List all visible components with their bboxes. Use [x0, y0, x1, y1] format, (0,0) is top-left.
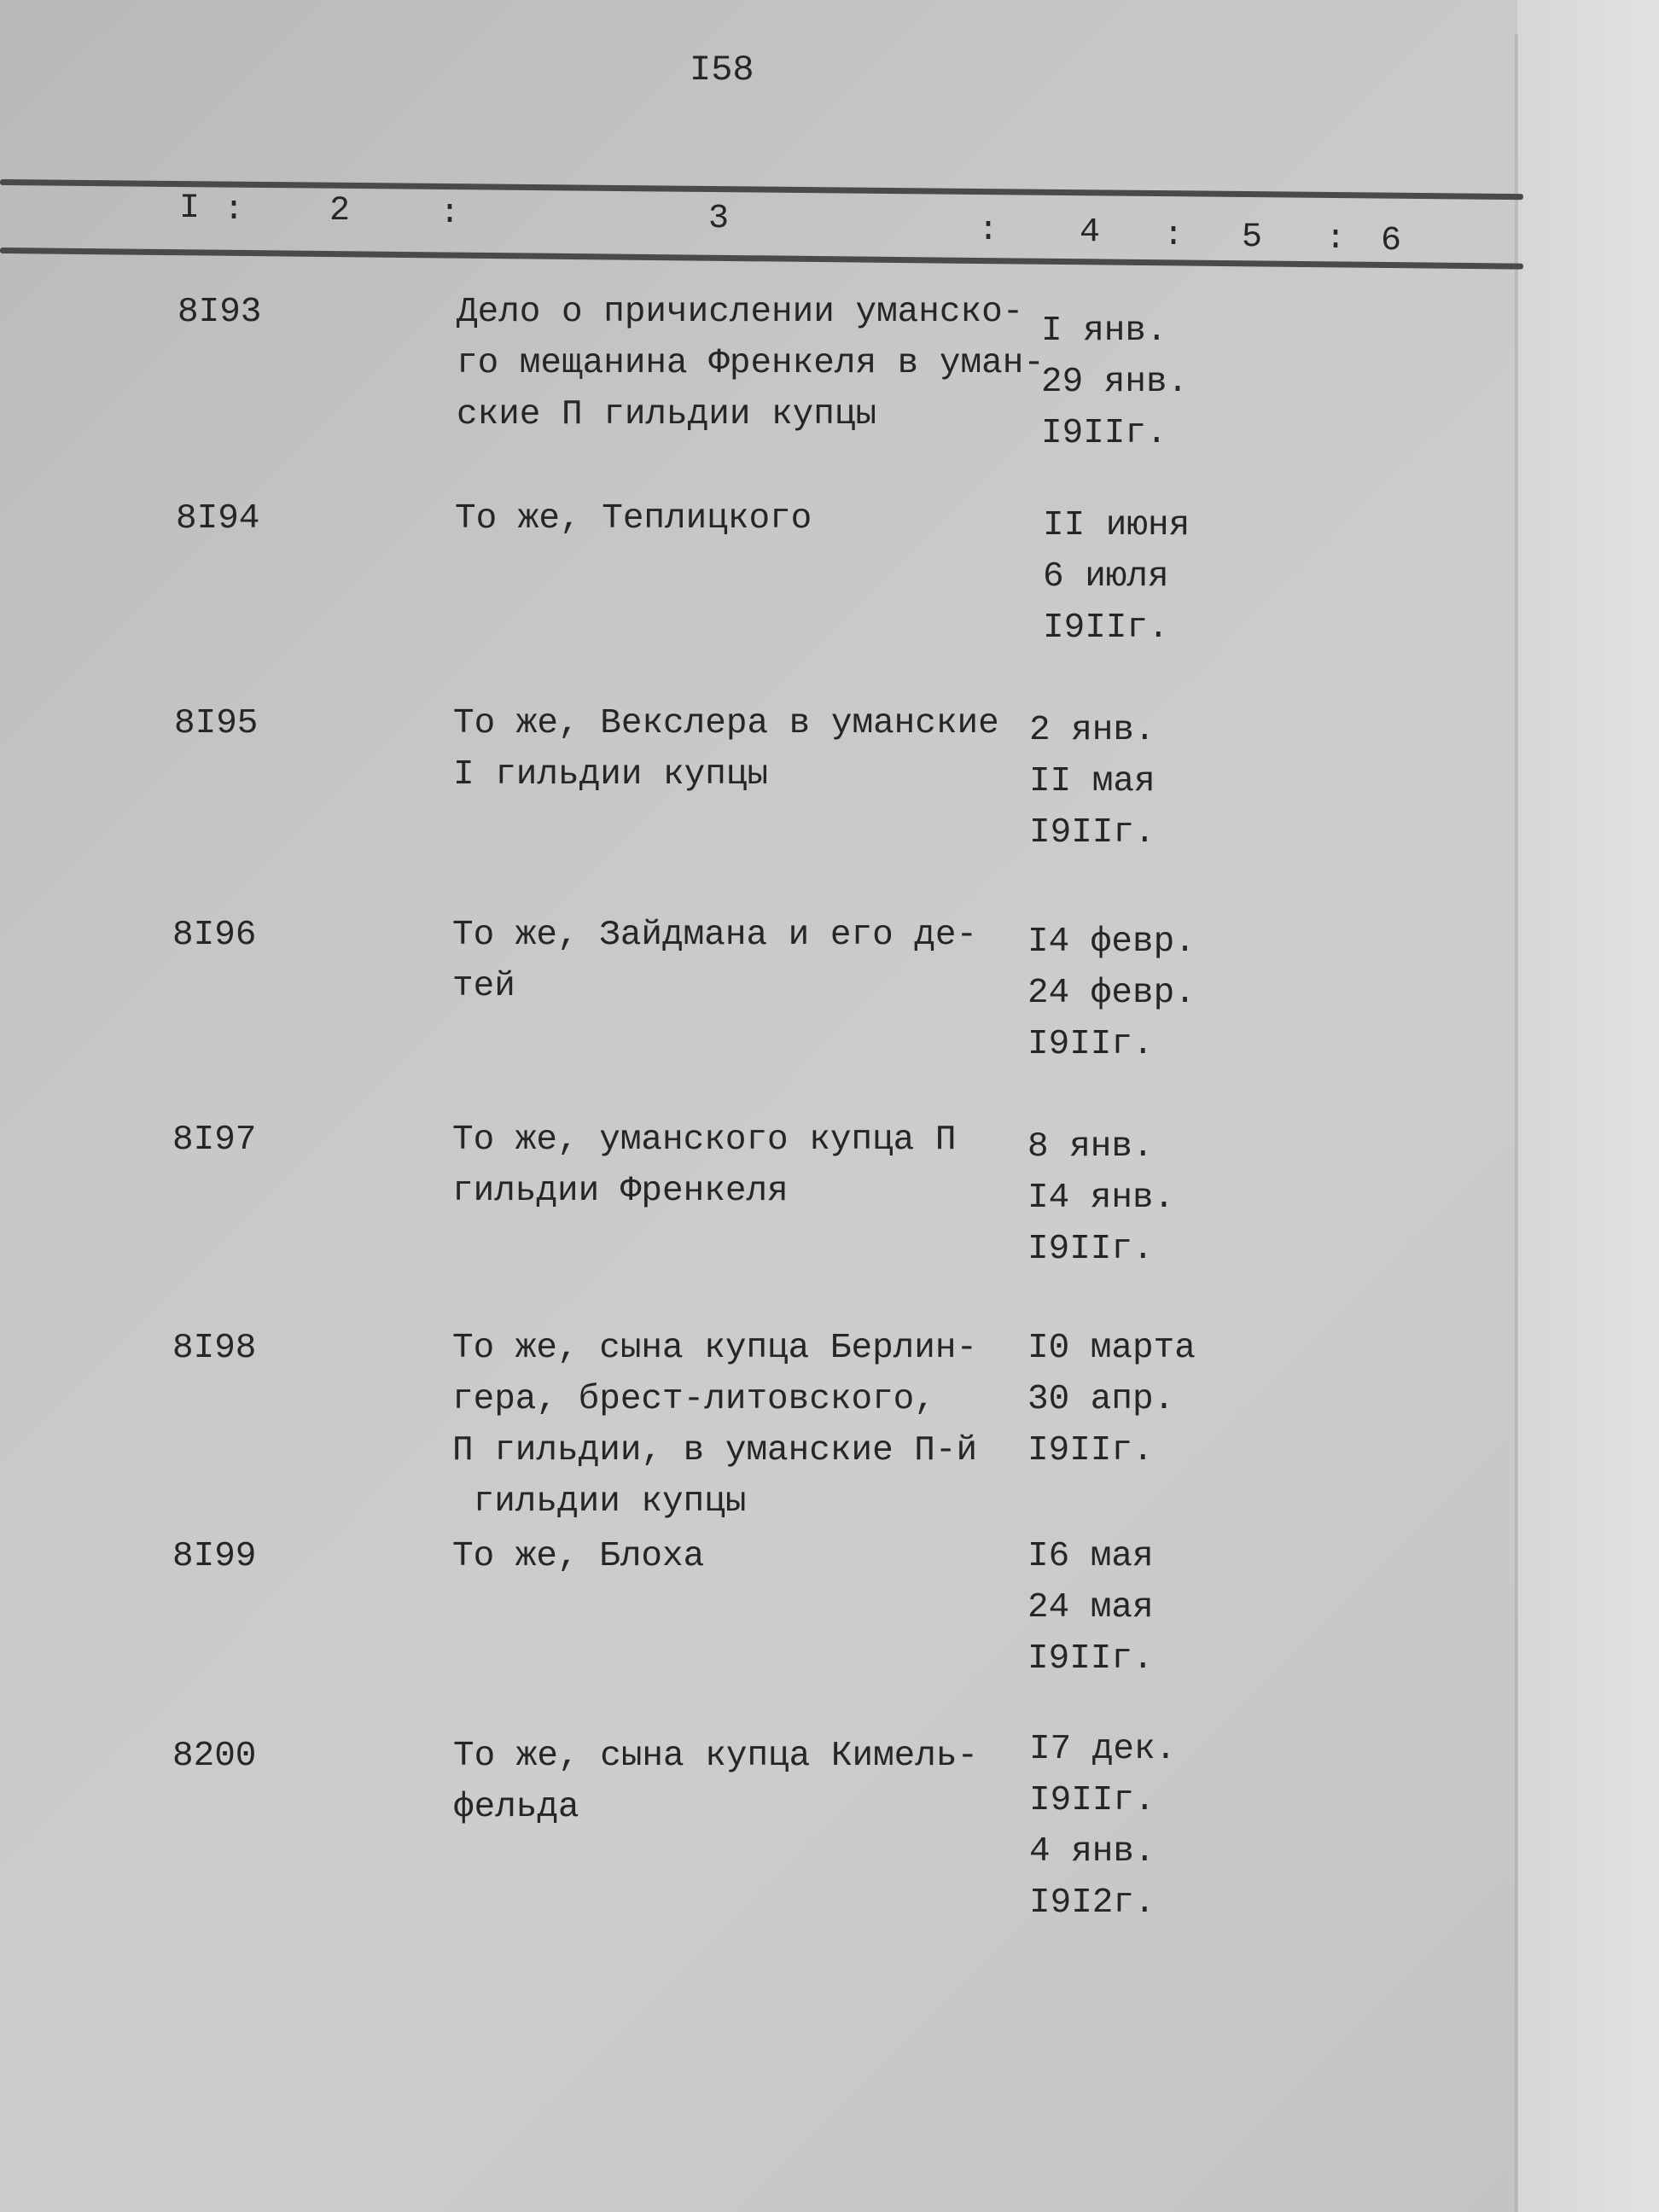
header-sep: : [1163, 217, 1185, 255]
date-line: I6 мая [1027, 1537, 1154, 1576]
page-edge [1517, 0, 1659, 2212]
case-description [452, 1323, 977, 1528]
header-sep: : [224, 191, 245, 230]
description-line: То же, сына купца Берлин- [452, 1329, 978, 1368]
header-col-6: 6 [1381, 222, 1402, 260]
case-description [455, 493, 812, 544]
header-sep: : [439, 195, 461, 233]
header-col-5: 5 [1242, 218, 1263, 257]
date-line: 6 июля [1043, 557, 1169, 597]
description-line: гильдии Френкеля [452, 1172, 789, 1211]
description-line: П гильдии, в уманские П-й [452, 1431, 978, 1470]
date-line: I4 янв. [1027, 1179, 1175, 1218]
description-line: I гильдии купцы [453, 755, 769, 795]
date-line: I0 марта [1027, 1329, 1196, 1368]
case-number: 8I93 [178, 293, 262, 332]
date-line: II июня [1043, 506, 1190, 545]
case-number: 8200 [172, 1737, 257, 1776]
date-line: I9IIг. [1027, 1230, 1154, 1269]
case-dates [1043, 500, 1190, 654]
case-description [457, 287, 1045, 440]
description-line: гера, брест-литовского, [452, 1380, 935, 1419]
description-line: гильдии купцы [452, 1482, 747, 1522]
date-line: II мая [1029, 762, 1155, 801]
case-description [453, 1731, 978, 1833]
case-dates [1027, 917, 1196, 1070]
date-line: 29 янв. [1041, 363, 1189, 402]
description-line: То же, Зайдмана и его де- [452, 916, 978, 955]
description-line: фельда [453, 1788, 579, 1827]
description-line: То же, уманского купца П [452, 1121, 957, 1160]
date-line: I9IIг. [1029, 1781, 1155, 1820]
date-line: I9IIг. [1027, 1025, 1154, 1064]
case-dates [1027, 1121, 1174, 1275]
date-line: I9IIг. [1041, 414, 1167, 453]
description-line: То же, Блоха [452, 1537, 705, 1576]
date-line: I9IIг. [1029, 813, 1155, 853]
header-bottom-rule [0, 247, 1523, 270]
description-line: То же, Векслера в уманские [453, 704, 999, 743]
date-line: 8 янв. [1027, 1127, 1154, 1167]
date-line: 2 янв. [1029, 711, 1155, 750]
case-number: 8I96 [172, 916, 257, 955]
page-edge-shadow [1515, 34, 1518, 2212]
date-line: I4 февр. [1027, 923, 1196, 962]
header-sep: : [978, 212, 999, 250]
date-line: I9IIг. [1043, 608, 1169, 648]
case-number: 8I94 [176, 499, 260, 538]
date-line: I9IIг. [1027, 1431, 1154, 1470]
case-dates [1027, 1323, 1196, 1476]
date-line: I9I2г. [1029, 1883, 1155, 1923]
case-dates [1027, 1531, 1154, 1685]
description-line: тей [452, 967, 515, 1006]
case-description [452, 1531, 704, 1582]
description-line: ские П гильдии купцы [457, 395, 877, 434]
date-line: 4 янв. [1029, 1832, 1155, 1871]
case-description [453, 698, 999, 800]
date-line: I7 дек. [1029, 1730, 1177, 1769]
header-col-1: I [179, 189, 201, 228]
description-line: То же, Теплицкого [455, 499, 812, 538]
case-dates [1029, 1724, 1176, 1929]
date-line: 24 февр. [1027, 974, 1196, 1013]
date-line: 30 апр. [1027, 1380, 1175, 1419]
case-description [452, 1115, 957, 1217]
date-line: 24 мая [1027, 1588, 1154, 1627]
header-col-3: 3 [708, 200, 730, 238]
page-number: I58 [690, 49, 754, 90]
date-line: I9IIг. [1027, 1639, 1154, 1679]
case-number: 8I99 [172, 1537, 257, 1576]
date-line: I янв. [1041, 311, 1167, 351]
header-sep: : [1325, 220, 1347, 259]
case-number: 8I98 [172, 1329, 257, 1368]
header-col-4: 4 [1080, 213, 1101, 252]
description-line: Дело о причислении уманско- [457, 293, 1024, 332]
description-line: То же, сына купца Кимель- [453, 1737, 979, 1776]
description-line: го мещанина Френкеля в уман- [457, 344, 1045, 383]
case-number: 8I95 [174, 704, 259, 743]
case-number: 8I97 [172, 1121, 257, 1160]
case-dates [1029, 705, 1155, 859]
case-dates [1041, 306, 1188, 459]
case-description [452, 910, 977, 1012]
header-col-2: 2 [329, 192, 351, 230]
